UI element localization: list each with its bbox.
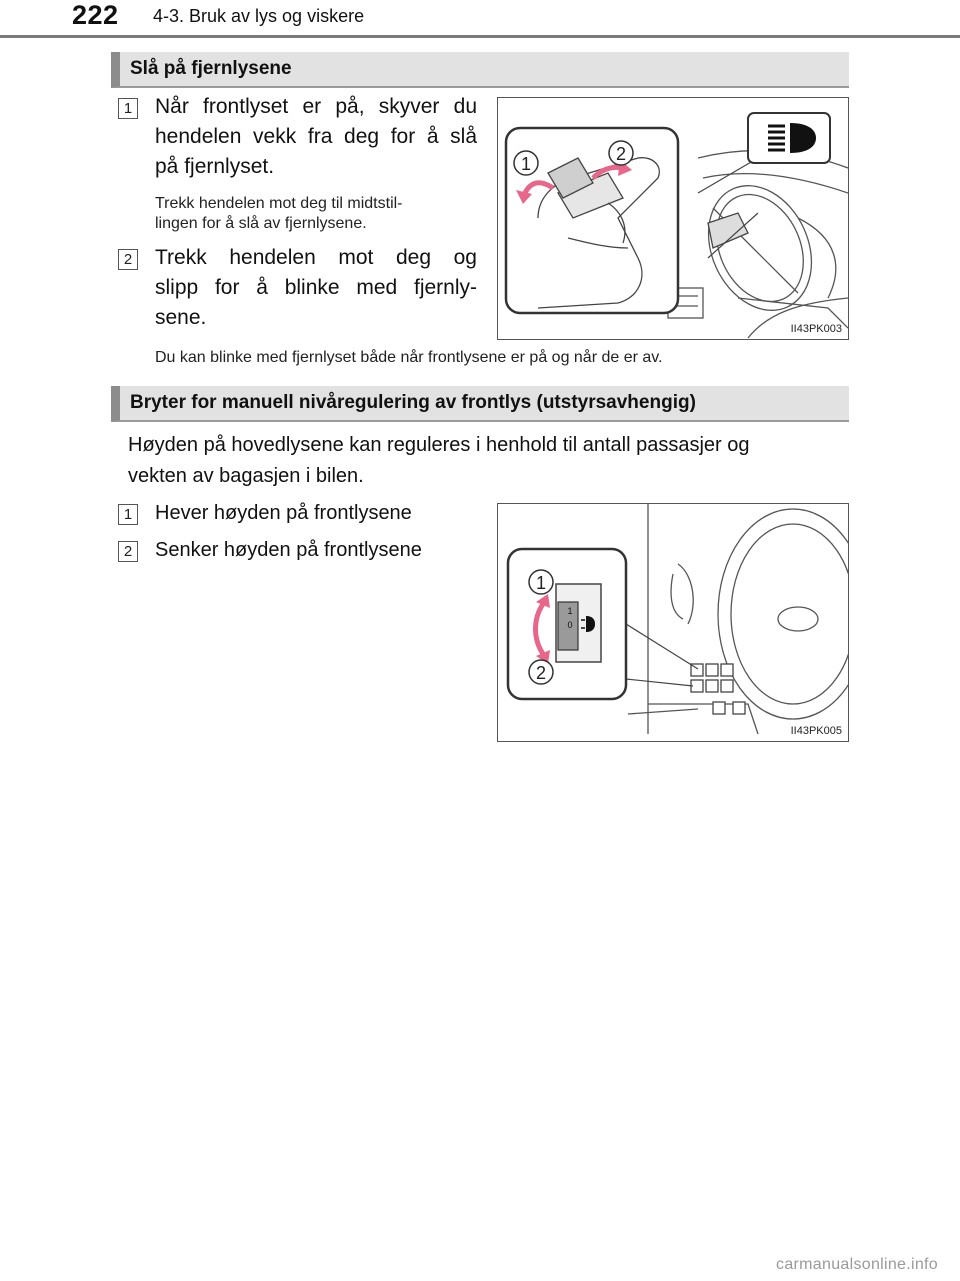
high-beam-indicator-icon xyxy=(768,123,816,153)
step-1-line: Når frontlyset er på, skyver du xyxy=(155,95,477,118)
callout-2-label: 2 xyxy=(535,663,547,683)
level-intro xyxy=(128,430,858,492)
callout-1-label: 1 xyxy=(520,154,532,174)
item-badge-2: 2 xyxy=(118,541,138,562)
lever-illustration xyxy=(498,98,848,339)
figure-headlight-lever xyxy=(497,97,849,340)
switch-panel xyxy=(691,664,745,714)
step-badge-1: 1 xyxy=(118,98,138,119)
section-heading-level-control: Bryter for manuell nivåregulering av frontlys (utstyrsavhengig) xyxy=(111,386,849,422)
step-1-line: hendelen vekk fra deg for å slå xyxy=(155,125,477,148)
step-1-note xyxy=(155,194,485,234)
figure-code: II43PK005 xyxy=(790,725,842,737)
item-lower-label: Senker høyden på frontlysene xyxy=(155,539,422,561)
step-2-line: slipp for å blinke med fjernly- xyxy=(155,276,477,299)
callout-2-label: 2 xyxy=(615,144,627,164)
page-number: 222 xyxy=(72,0,119,30)
section-heading-high-beam: Slå på fjernlysene xyxy=(111,52,849,88)
step-1-text xyxy=(155,92,477,182)
figure-code: II43PK003 xyxy=(790,323,842,335)
dial-mark-top: 1 xyxy=(567,606,573,616)
high-beam-symbol-box xyxy=(748,113,830,163)
watermark: carmanualsonline.info xyxy=(776,1256,938,1273)
step-1-note-line: Trekk hendelen mot deg til midtstil- xyxy=(155,195,403,212)
step-1-line: på fjernlyset. xyxy=(155,155,275,178)
figure-leveling-dial xyxy=(497,503,849,742)
level-intro-line: vekten av bagasjen i bilen. xyxy=(128,465,364,487)
flash-note: Du kan blinke med fjernlyset både når frontlysene er på og når de er av. xyxy=(155,349,663,366)
step-2-text xyxy=(155,243,477,333)
step-2-line: Trekk hendelen mot deg og xyxy=(155,246,477,269)
header-divider xyxy=(0,35,960,38)
level-intro-line: Høyden på hovedlysene kan reguleres i henhold til antall passasjer og xyxy=(128,434,750,456)
dial-illustration xyxy=(498,504,848,741)
dial-mark-mid: 0 xyxy=(567,620,573,630)
item-raise-label: Hever høyden på frontlysene xyxy=(155,502,412,524)
step-1-note-line: lingen for å slå av fjernlysene. xyxy=(155,215,367,232)
step-2-line: sene. xyxy=(155,306,207,329)
callout-1-label: 1 xyxy=(535,573,547,593)
chapter-title: 4-3. Bruk av lys og viskere xyxy=(153,6,365,26)
step-badge-2: 2 xyxy=(118,249,138,270)
item-badge-1: 1 xyxy=(118,504,138,525)
